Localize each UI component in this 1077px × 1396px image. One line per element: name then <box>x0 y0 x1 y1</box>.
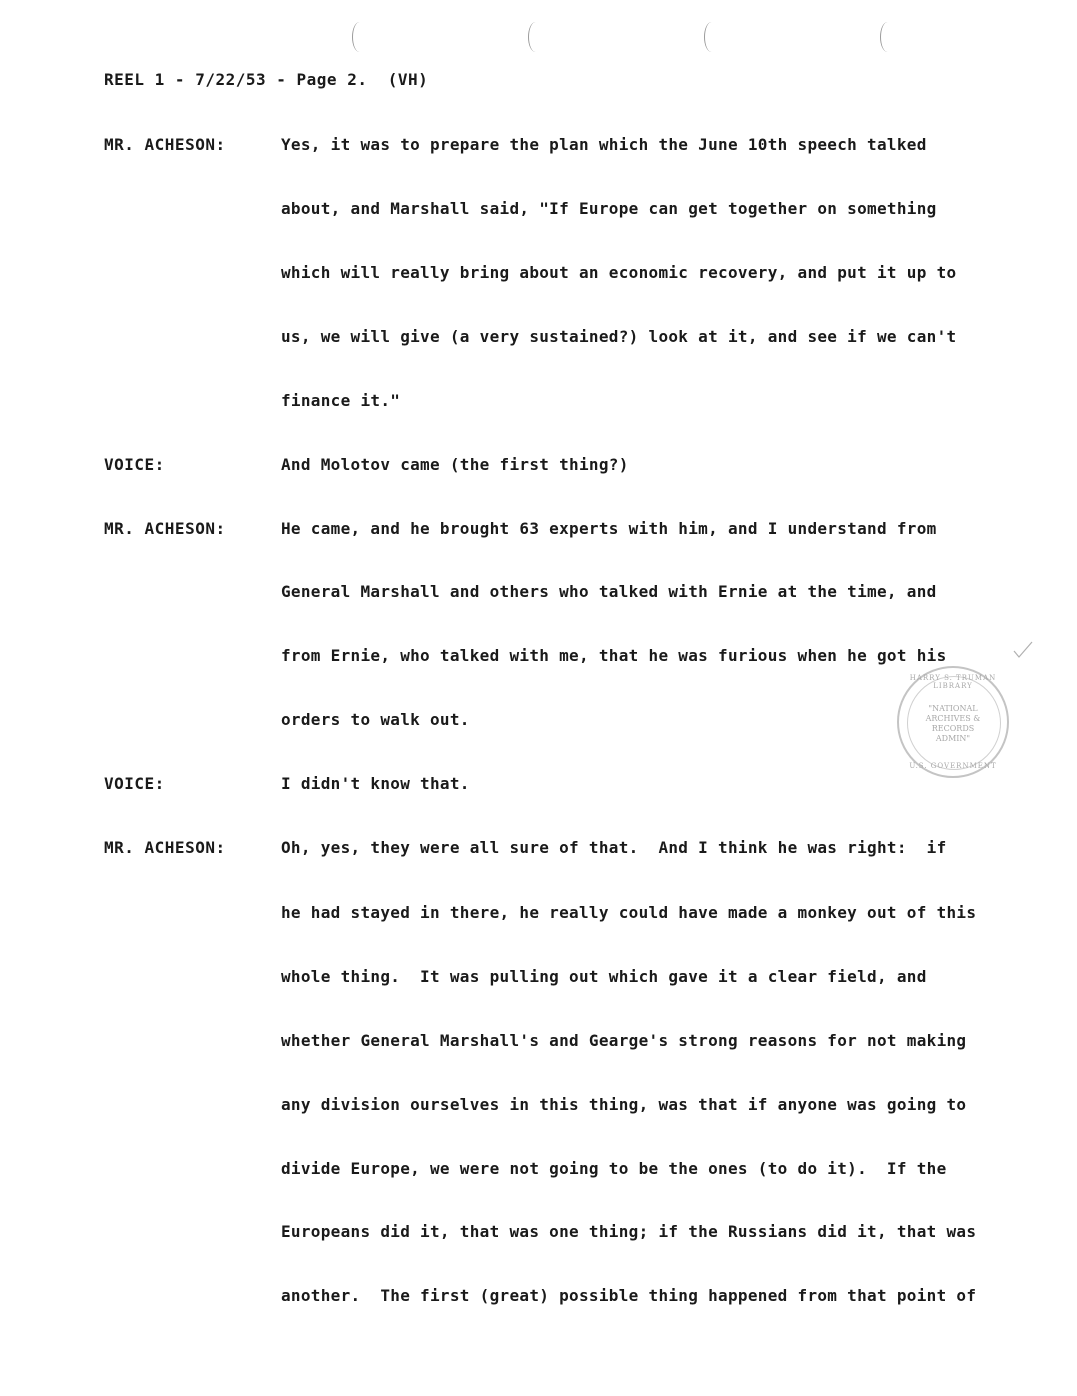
punch-hole-mark <box>880 22 895 52</box>
transcript-line: he had stayed in there, he really could have made a monkey out of this <box>281 903 977 922</box>
speaker-label: VOICE: <box>104 774 165 793</box>
stamp-line: ARCHIVES & <box>925 714 981 723</box>
stamp-line: RECORDS <box>931 724 975 733</box>
transcript-line: He came, and he brought 63 experts with him, and I understand from <box>281 519 937 538</box>
check-mark-icon <box>1012 640 1034 660</box>
transcript-line: I didn't know that. <box>281 774 470 793</box>
punch-hole-mark <box>352 22 367 52</box>
transcript-line: which will really bring about an economic recovery, and put it up to <box>281 263 957 282</box>
transcript-line: any division ourselves in this thing, was that if anyone was going to <box>281 1095 967 1114</box>
stamp-line: ADMIN" <box>935 734 971 743</box>
archive-stamp <box>897 666 1009 778</box>
stamp-line: "NATIONAL <box>928 704 978 713</box>
transcript-line: finance it." <box>281 391 401 410</box>
transcript-line: from Ernie, who talked with me, that he was furious when he got his <box>281 646 947 665</box>
page-header: REEL 1 - 7/22/53 - Page 2. (VH) <box>104 70 429 89</box>
punch-hole-mark <box>704 22 719 52</box>
transcript-line: us, we will give (a very sustained?) look at it, and see if we can't <box>281 327 957 346</box>
transcript-line: Europeans did it, that was one thing; if the Russians did it, that was <box>281 1222 977 1241</box>
transcript-line: whole thing. It was pulling out which gave it a clear field, and <box>281 967 927 986</box>
transcript-line: And Molotov came (the first thing?) <box>281 455 629 474</box>
stamp-center-text <box>899 704 1007 744</box>
transcript-line: divide Europe, we were not going to be the ones (to do it). If the <box>281 1159 947 1178</box>
transcript-line: about, and Marshall said, "If Europe can get together on something <box>281 199 937 218</box>
speaker-label: MR. ACHESON: <box>104 519 226 538</box>
speaker-label: VOICE: <box>104 455 165 474</box>
transcript-line: General Marshall and others who talked with Ernie at the time, and <box>281 582 937 601</box>
punch-hole-mark <box>528 22 543 52</box>
transcript-line: orders to walk out. <box>281 710 470 729</box>
speaker-label: MR. ACHESON: <box>104 838 226 857</box>
stamp-top-text: HARRY S. TRUMAN LIBRARY <box>909 674 997 690</box>
transcript-line: another. The first (great) possible thing happened from that point of <box>281 1286 977 1305</box>
transcript-line: whether General Marshall's and Gearge's strong reasons for not making <box>281 1031 967 1050</box>
speaker-label: MR. ACHESON: <box>104 135 226 154</box>
transcript-line: Yes, it was to prepare the plan which the June 10th speech talked <box>281 135 927 154</box>
transcript-line: Oh, yes, they were all sure of that. And I think he was right: if <box>281 838 947 857</box>
stamp-bottom-text: U.S. GOVERNMENT <box>909 762 997 770</box>
